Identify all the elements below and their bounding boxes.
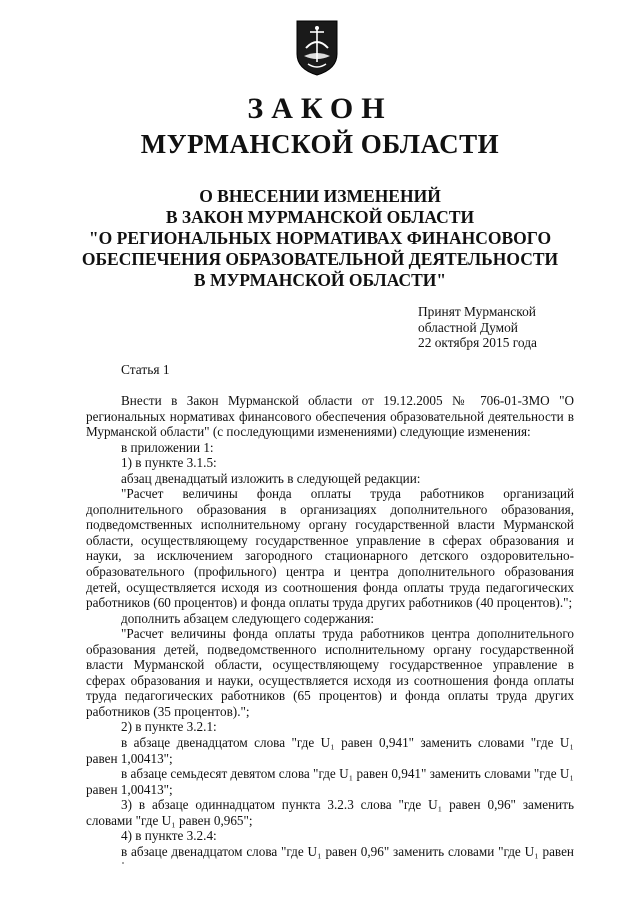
paragraph: 2) в пункте 3.2.1: (121, 719, 217, 735)
paragraph: в приложении 1: (121, 439, 214, 455)
article-heading: Статья 1 (121, 362, 170, 377)
paragraph: 1) в пункте 3.1.5: (121, 455, 217, 471)
adoption-line: областной Думой (418, 319, 518, 335)
subject-line: В МУРМАНСКОЙ ОБЛАСТИ" (193, 270, 447, 290)
subject-line: ОБЕСПЕЧЕНИЯ ОБРАЗОВАТЕЛЬНОЙ ДЕЯТЕЛЬНОСТИ (81, 249, 559, 269)
paragraph: в абзаце двенадцатом слова "где U₁ равен 0,96" заменить словами "где U₁ равен (121, 843, 574, 859)
adoption-note (418, 304, 537, 351)
paragraph: в абзаце двенадцатом слова "где U₁ равен 0,941" заменить словами "где U₁ равен 1,00413"; (86, 735, 574, 766)
subject-line: "О РЕГИОНАЛЬНЫХ НОРМАТИВАХ ФИНАНСОВОГО (88, 228, 552, 248)
scan-speck (122, 862, 124, 864)
subject-line: В ЗАКОН МУРМАНСКОЙ ОБЛАСТИ (165, 207, 475, 227)
subject-line: О ВНЕСЕНИИ ИЗМЕНЕНИЙ (199, 186, 441, 206)
paragraph: 4) в пункте 3.2.4: (121, 828, 217, 844)
article-body (86, 393, 574, 859)
paragraph: дополнить абзацем следующего содержания: (121, 610, 375, 626)
paragraph: "Расчет величины фонда оплаты труда работников организаций дополнительного образования в организациях дополнительного образования, подведомственных исполнительному органу государственной власти Мурманской области, осуществляющему государственное управление в сферах образования и науки, за исключением загородного стационарного детского оздоровительно-образовательного (профильного) центра и центра дополнительного образования детей, осуществляется исходя из соотношения фонда оплаты труда педагогических работников (60 процентов) и фонда оплаты труда других работников (40 процентов)."; (86, 486, 574, 611)
adoption-date: 22 октября 2015 года (418, 335, 537, 350)
paragraph: "Расчет величины фонда оплаты труда работников центра дополнительного образования детей, подведомственного исполнительному органу государственной власти Мурманской области, осуществляющему государственное управление в сферах образования и науки, осуществляется исходя из соотношения фонда оплаты труда педагогических работников (65 процентов) и фонда оплаты труда других работников (35 процентов)."; (86, 626, 574, 719)
paragraph: Внести в Закон Мурманской области от 19.12.2005 № 706-01-ЗМО "О региональных нормативах финансового обеспечения образовательной деятельности в Мурманской области" (с последующими изменениями) следующие изменения: (86, 393, 574, 440)
murmansk-coat-of-arms-icon (294, 18, 340, 76)
paragraph: 3) в абзаце одиннадцатом пункта 3.2.3 слова "где U₁ равен 0,96" заменить словами "где U₁ равен 0,965"; (86, 797, 574, 828)
region-heading: МУРМАНСКОЙ ОБЛАСТИ (140, 129, 500, 159)
law-heading: ЗАКОН (247, 92, 393, 125)
paragraph: в абзаце семьдесят девятом слова "где U₁ равен 0,941" заменить словами "где U₁ равен 1,00413"; (86, 766, 574, 797)
paragraph: абзац двенадцатый изложить в следующей редакции: (121, 470, 421, 486)
adoption-line: Принят Мурманской (418, 304, 536, 319)
law-subject-title (0, 186, 640, 291)
